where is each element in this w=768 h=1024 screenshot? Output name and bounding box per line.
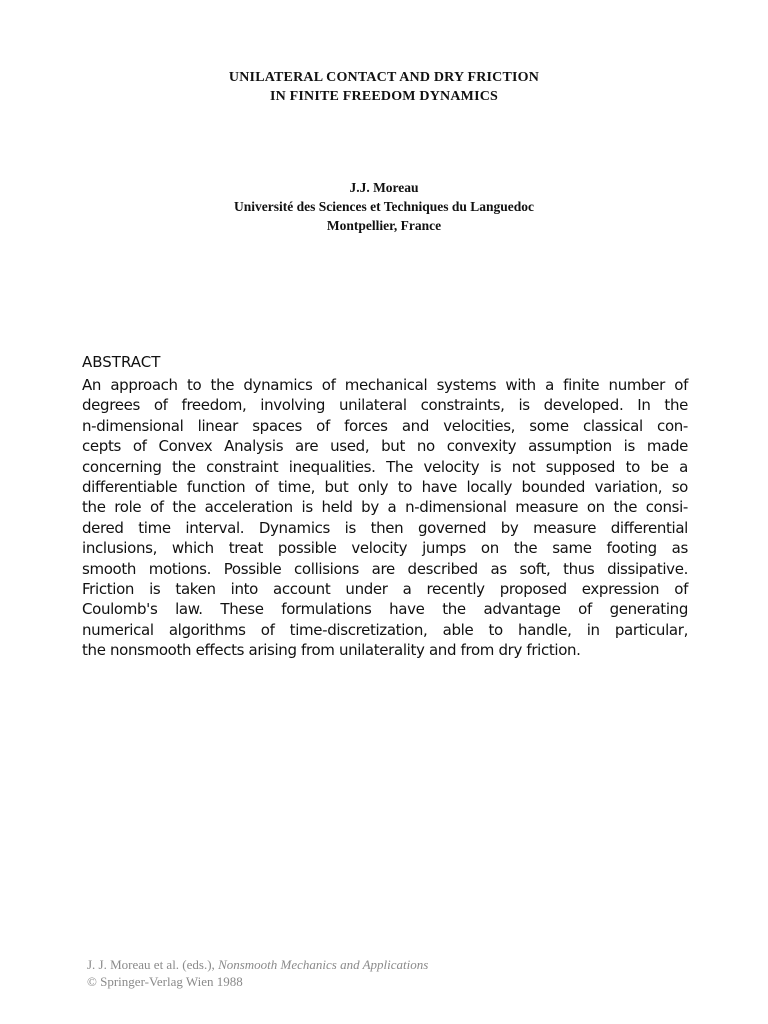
abstract-line: the nonsmooth effects arising from unilaterality and from dry friction. xyxy=(82,641,581,660)
abstract-line: the role of the acceleration is held by a n-dimensional measure on the consi- xyxy=(82,498,688,517)
author-name: J.J. Moreau xyxy=(349,180,419,195)
abstract-heading: ABSTRACT xyxy=(82,353,161,371)
abstract-line: dered time interval. Dynamics is then governed by measure differential xyxy=(82,518,688,537)
abstract-line: smooth motions. Possible collisions are described as soft, thus dissipative. xyxy=(82,559,688,578)
citation-editors: J. J. Moreau et al. (eds.), xyxy=(87,957,219,972)
citation-line-1 xyxy=(87,956,428,973)
abstract-line: Friction is taken into account under a recently proposed expression of xyxy=(82,580,688,599)
title-line-2: IN FINITE FREEDOM DYNAMICS xyxy=(269,89,499,104)
abstract-line: n-dimensional linear spaces of forces and velocities, some classical con- xyxy=(82,416,688,435)
abstract-line: Coulomb's law. These formulations have the advantage of generating xyxy=(82,600,688,619)
abstract-line: concerning the constraint inequalities. The velocity is not supposed to be a xyxy=(82,457,688,476)
abstract-line: cepts of Convex Analysis are used, but no convexity assumption is made xyxy=(82,437,688,456)
paper-title xyxy=(0,68,768,106)
author-block xyxy=(0,178,768,235)
author-location: Montpellier, France xyxy=(326,218,442,233)
abstract-body xyxy=(82,375,688,661)
title-line-1: UNILATERAL CONTACT AND DRY FRICTION xyxy=(228,70,540,85)
citation-copyright: © Springer-Verlag Wien 1988 xyxy=(87,974,243,989)
abstract-line: An approach to the dynamics of mechanical systems with a finite number of xyxy=(82,376,688,394)
citation-book-title: Nonsmooth Mechanics and Applications xyxy=(218,957,429,972)
citation-footer xyxy=(87,956,428,990)
abstract-line: differentiable function of time, but only to have locally bounded variation, so xyxy=(82,478,688,497)
abstract-line: numerical algorithms of time-discretization, able to handle, in particular, xyxy=(82,620,688,639)
author-affiliation: Université des Sciences et Techniques du Languedoc xyxy=(233,199,535,214)
abstract-line: inclusions, which treat possible velocity jumps on the same footing as xyxy=(82,539,688,558)
abstract-line: degrees of freedom, involving unilateral constraints, is developed. In the xyxy=(82,396,688,415)
